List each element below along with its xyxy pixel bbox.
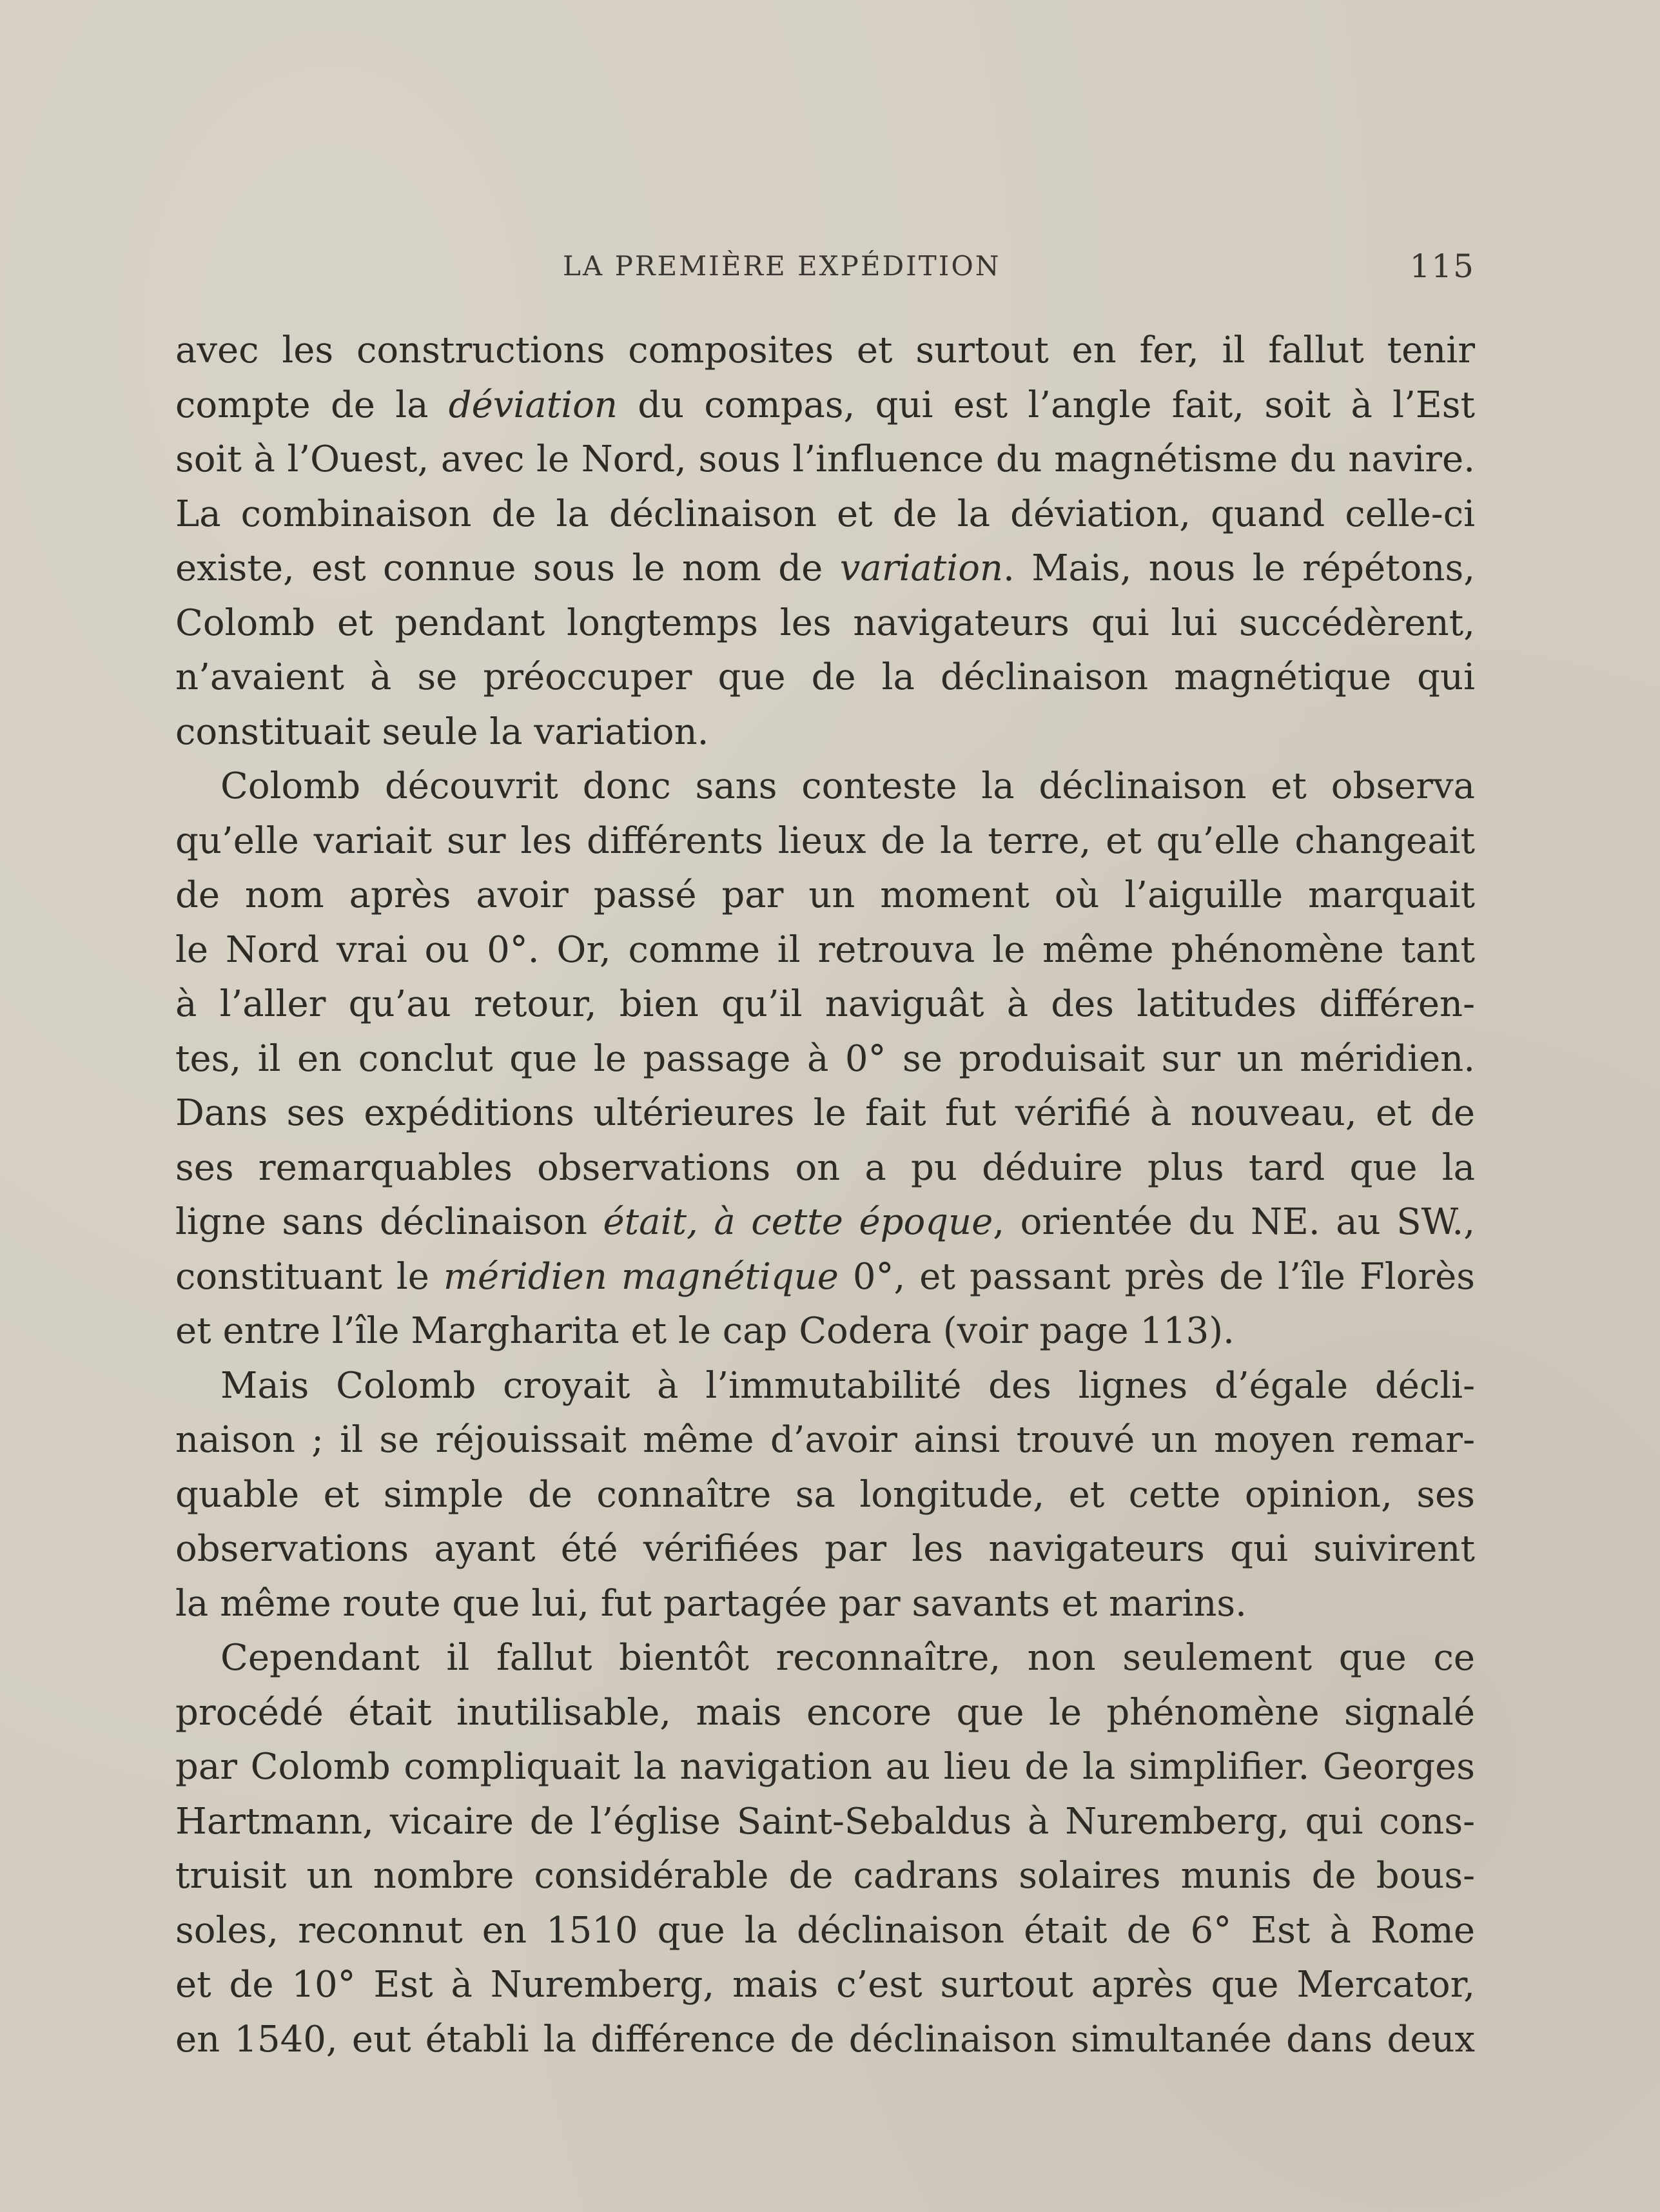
text-line: la même route que lui, fut partagée par savants et marins. — [175, 1582, 1247, 1625]
page-header — [175, 244, 1475, 289]
italic-term: variation — [839, 547, 1003, 589]
text-line: qu’elle variait sur les différents lieux de la terre, et qu’elle changeait — [175, 819, 1475, 862]
italic-term: méridien magnétique — [443, 1255, 839, 1298]
text-line: Dans ses expéditions ultérieures le fait fut vérifié à nouveau, et de — [175, 1092, 1475, 1134]
text-line: par Colomb compliquait la navigation au lieu de la simplifier. Georges — [175, 1746, 1475, 1788]
text-line: n’avaient à se préoccuper que de la déclinaison magnétique qui — [175, 656, 1475, 698]
text-line: procédé était inutilisable, mais encore que le phénomène signalé — [175, 1691, 1475, 1734]
text-line: et de 10° Est à Nuremberg, mais c’est surtout après que Mercator, — [175, 1964, 1475, 2006]
text-line: Colomb découvrit donc sans conteste la déclinaison et observa — [220, 765, 1475, 807]
text-line: soit à l’Ouest, avec le Nord, sous l’influence du magnétisme du navire. — [175, 438, 1475, 480]
text-line: ses remarquables observations on a pu déduire plus tard que la — [175, 1146, 1475, 1189]
body-text — [175, 324, 1475, 2067]
text-line: observations ayant été vérifiées par les navigateurs qui suivirent — [175, 1528, 1475, 1570]
text-line: avec les constructions composites et surtout en fer, il fallut tenir — [175, 329, 1475, 371]
text-line: La combinaison de la déclinaison et de la déviation, quand celle-ci — [175, 493, 1475, 535]
text-line: à l’aller qu’au retour, bien qu’il naviguât à des latitudes différen- — [175, 983, 1475, 1025]
text-line: constituait seule la variation. — [175, 710, 709, 753]
text-line: ligne sans déclinaison était, à cette époque, orientée du NE. au SW., — [175, 1201, 1475, 1243]
page-number: 115 — [1409, 248, 1475, 285]
text-line: le Nord vrai ou 0°. Or, comme il retrouva le même phénomène tant — [175, 928, 1475, 971]
text-line: quable et simple de connaître sa longitude, et cette opinion, ses — [175, 1473, 1475, 1516]
running-title: LA PREMIÈRE EXPÉDITION — [563, 250, 1001, 282]
text-line: en 1540, eut établi la différence de déclinaison simultanée dans deux — [175, 2018, 1475, 2060]
text-line: de nom après avoir passé par un moment où l’aiguille marquait — [175, 874, 1475, 916]
text-line: compte de la déviation du compas, qui est l’angle fait, soit à l’Est — [175, 384, 1475, 426]
text-line: constituant le méridien magnétique 0°, et passant près de l’île Florès — [175, 1255, 1475, 1298]
text-line: Cependant il fallut bientôt reconnaître, non seulement que ce — [220, 1637, 1475, 1679]
text-line: et entre l’île Margharita et le cap Codera (voir page 113). — [175, 1310, 1235, 1352]
text-line: tes, il en conclut que le passage à 0° se produisait sur un méridien. — [175, 1037, 1475, 1080]
text-line: naison ; il se réjouissait même d’avoir ainsi trouvé un moyen remar- — [175, 1419, 1475, 1461]
text-line: Colomb et pendant longtemps les navigateurs qui lui succédèrent, — [175, 602, 1475, 644]
italic-term: était, à cette époque — [603, 1201, 993, 1243]
text-line: soles, reconnut en 1510 que la déclinaison était de 6° Est à Rome — [175, 1909, 1475, 1952]
text-line: Hartmann, vicaire de l’église Saint-Sebaldus à Nuremberg, qui cons- — [175, 1800, 1475, 1843]
text-line: Mais Colomb croyait à l’immutabilité des lignes d’égale décli- — [220, 1364, 1475, 1407]
text-line: existe, est connue sous le nom de variation. Mais, nous le répétons, — [175, 547, 1475, 589]
text-line: truisit un nombre considérable de cadrans solaires munis de bous- — [175, 1855, 1475, 1897]
italic-term: déviation — [448, 384, 618, 426]
